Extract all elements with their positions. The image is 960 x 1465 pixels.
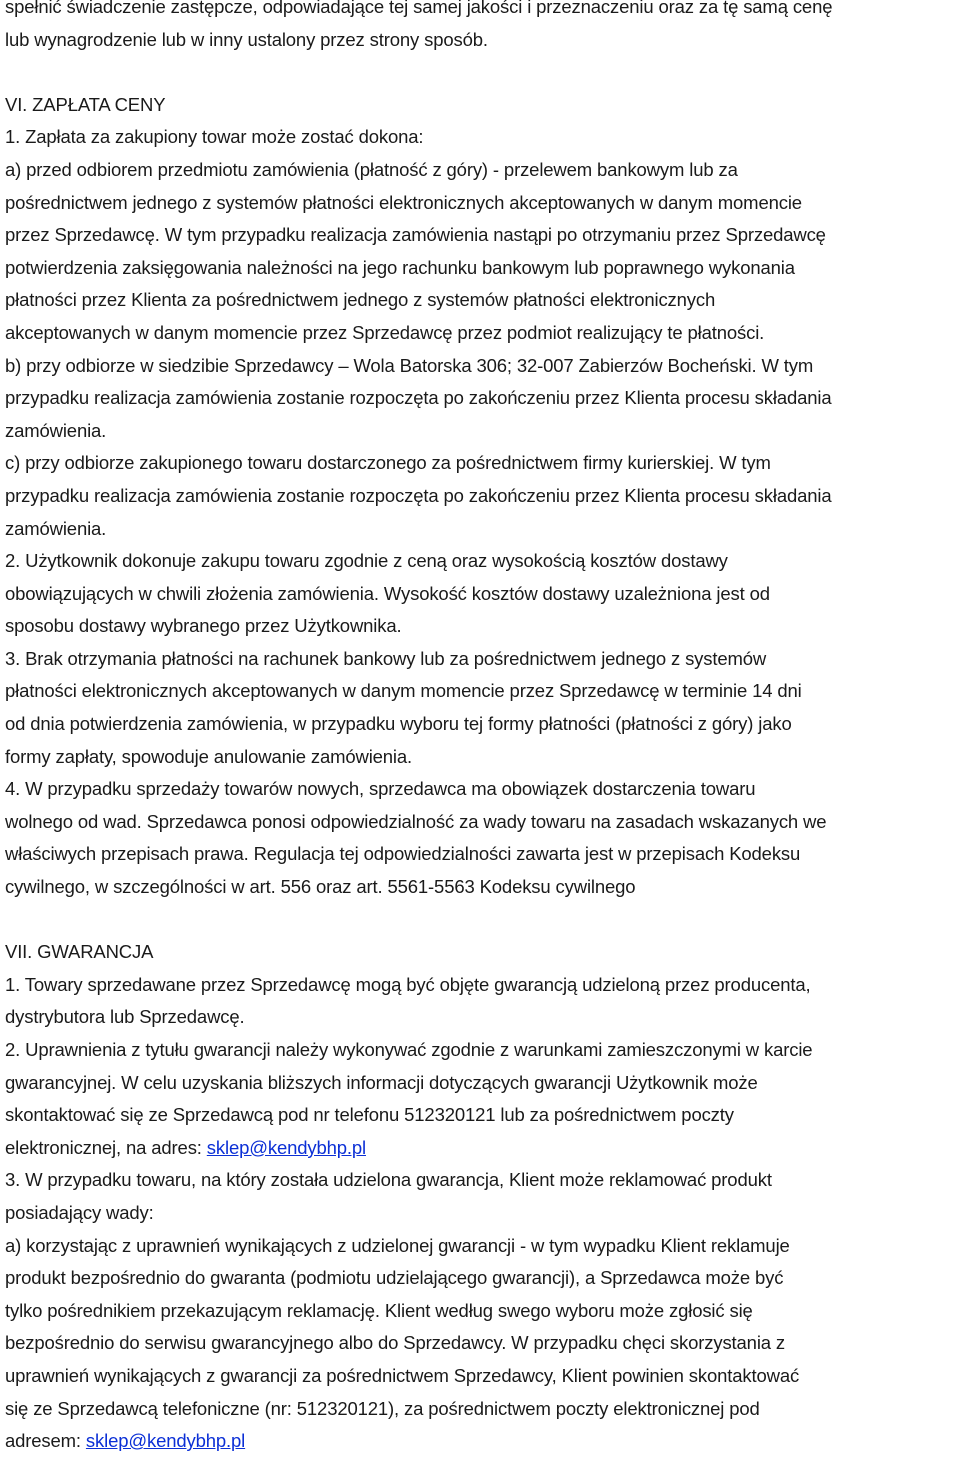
- text-line: tylko pośrednikiem przekazującym reklamację. Klient według swego wyboru może zgłosić się: [5, 1299, 753, 1321]
- text-line: obowiązujących w chwili złożenia zamówienia. Wysokość kosztów dostawy uzależniona jest od: [5, 582, 770, 604]
- text-line: wolnego od wad. Sprzedawca ponosi odpowiedzialność za wady towaru na zasadach wskazanych we: [5, 810, 827, 832]
- text-line: gwarancyjnej. W celu uzyskania bliższych informacji dotyczących gwarancji Użytkownik może: [5, 1071, 758, 1093]
- text-line: bezpośrednio do serwisu gwarancyjnego albo do Sprzedawcy. W przypadku chęci skorzystania z: [5, 1332, 786, 1354]
- text-line: c) przy odbiorze zakupionego towaru dostarczonego za pośrednictwem firmy kurierskiej. W tym: [5, 452, 771, 474]
- text-line: spełnić świadczenie zastępcze, odpowiadające tej samej jakości i przeznaczeniu oraz za tę samą cenę: [5, 0, 833, 17]
- text-line: potwierdzenia zaksięgowania należności na jego rachunku bankowym lub poprawnego wykonania: [5, 256, 795, 278]
- text-line: cywilnego, w szczególności w art. 556 oraz art. 5561-5563 Kodeksu cywilnego: [5, 876, 636, 898]
- text-line: 1. Zapłata za zakupiony towar może zostać dokona:: [5, 126, 424, 148]
- text-line: skontaktować się ze Sprzedawcą pod nr telefonu 512320121 lub za pośrednictwem poczty: [5, 1104, 734, 1126]
- email-link-2[interactable]: sklep@kendybhp.pl: [85, 1430, 246, 1452]
- text-line: od dnia potwierdzenia zamówienia, w przypadku wyboru tej formy płatności (płatności z góry) jako: [5, 713, 792, 735]
- text-line: VII. GWARANCJA: [5, 941, 154, 963]
- text-line: uprawnień wynikających z gwarancji za pośrednictwem Sprzedawcy, Klient powinien skontaktować: [5, 1364, 800, 1386]
- text-line: płatności przez Klienta za pośrednictwem jednego z systemów płatności elektronicznych: [5, 289, 716, 311]
- text-line: VI. ZAPŁATA CENY: [5, 93, 166, 115]
- blank-line: [5, 56, 955, 89]
- text-line: a) korzystając z uprawnień wynikających z udzielonej gwarancji - w tym wypadku Klient reklamuje: [5, 1234, 790, 1256]
- text-line: przez Sprzedawcę. W tym przypadku realizacja zamówienia nastąpi po otrzymaniu przez Sprzedawcę: [5, 224, 826, 246]
- email-prefix-2: adresem:: [5, 1430, 86, 1452]
- text-line: przypadku realizacja zamówienia zostanie rozpoczęta po zakończeniu przez Klienta procesu składania: [5, 387, 832, 409]
- email-link-1[interactable]: sklep@kendybhp.pl: [206, 1136, 366, 1158]
- text-line: a) przed odbiorem przedmiotu zamówienia (płatność z góry) - przelewem bankowym lub za: [5, 158, 738, 180]
- text-line: pośrednictwem jednego z systemów płatności elektronicznych akceptowanych w danym momencie: [5, 191, 802, 213]
- text-line: 3. W przypadku towaru, na który została udzielona gwarancja, Klient może reklamować produkt: [5, 1169, 772, 1191]
- text-line: 4. W przypadku sprzedaży towarów nowych, sprzedawca ma obowiązek dostarczenia towaru: [5, 778, 756, 800]
- document-page: [5, 0, 955, 1458]
- text-line: posiadający wady:: [5, 1201, 154, 1223]
- text-line: lub wynagrodzenie lub w inny ustalony przez strony sposób.: [5, 28, 488, 50]
- text-line: 1. Towary sprzedawane przez Sprzedawcę mogą być objęte gwarancją udzieloną przez producenta,: [5, 973, 811, 995]
- text-line: zamówienia.: [5, 419, 107, 441]
- text-line: akceptowanych w danym momencie przez Sprzedawcę przez podmiot realizujący te płatności.: [5, 321, 765, 343]
- text-line: dystrybutora lub Sprzedawcę.: [5, 1006, 245, 1028]
- text-line: b) przy odbiorze w siedzibie Sprzedawcy – Wola Batorska 306; 32-007 Zabierzów Bocheński. W tym: [5, 354, 814, 376]
- text-line: zamówienia.: [5, 517, 107, 539]
- text-line: produkt bezpośrednio do gwaranta (podmiotu udzielającego gwarancji), a Sprzedawca może być: [5, 1267, 784, 1289]
- text-line: przypadku realizacja zamówienia zostanie rozpoczęta po zakończeniu przez Klienta procesu składania: [5, 484, 832, 506]
- text-line: płatności elektronicznych akceptowanych w danym momencie przez Sprzedawcę w terminie 14 dni: [5, 680, 802, 702]
- text-line: 2. Użytkownik dokonuje zakupu towaru zgodnie z ceną oraz wysokością kosztów dostawy: [5, 550, 728, 572]
- text-line: formy zapłaty, spowoduje anulowanie zamówienia.: [5, 745, 413, 767]
- text-line: sposobu dostawy wybranego przez Użytkownika.: [5, 615, 402, 637]
- email-prefix-1: elektronicznej, na adres:: [5, 1136, 207, 1158]
- text-line: 3. Brak otrzymania płatności na rachunek bankowy lub za pośrednictwem jednego z systemów: [5, 647, 767, 669]
- document-body-continued: [5, 1164, 955, 1425]
- text-line-email-2: [5, 1425, 955, 1458]
- text-line: się ze Sprzedawcą telefoniczne (nr: 512320121), za pośrednictwem poczty elektronicznej pod: [5, 1397, 760, 1419]
- document-body: [5, 0, 955, 1132]
- text-line: właściwych przepisach prawa. Regulacja tej odpowiedzialności zawarta jest w przepisach Kodeksu: [5, 843, 801, 865]
- text-line-email-1: [5, 1132, 955, 1165]
- text-line: 2. Uprawnienia z tytułu gwarancji należy wykonywać zgodnie z warunkami zamieszczonymi w karcie: [5, 1039, 813, 1060]
- blank-line: [5, 904, 955, 937]
